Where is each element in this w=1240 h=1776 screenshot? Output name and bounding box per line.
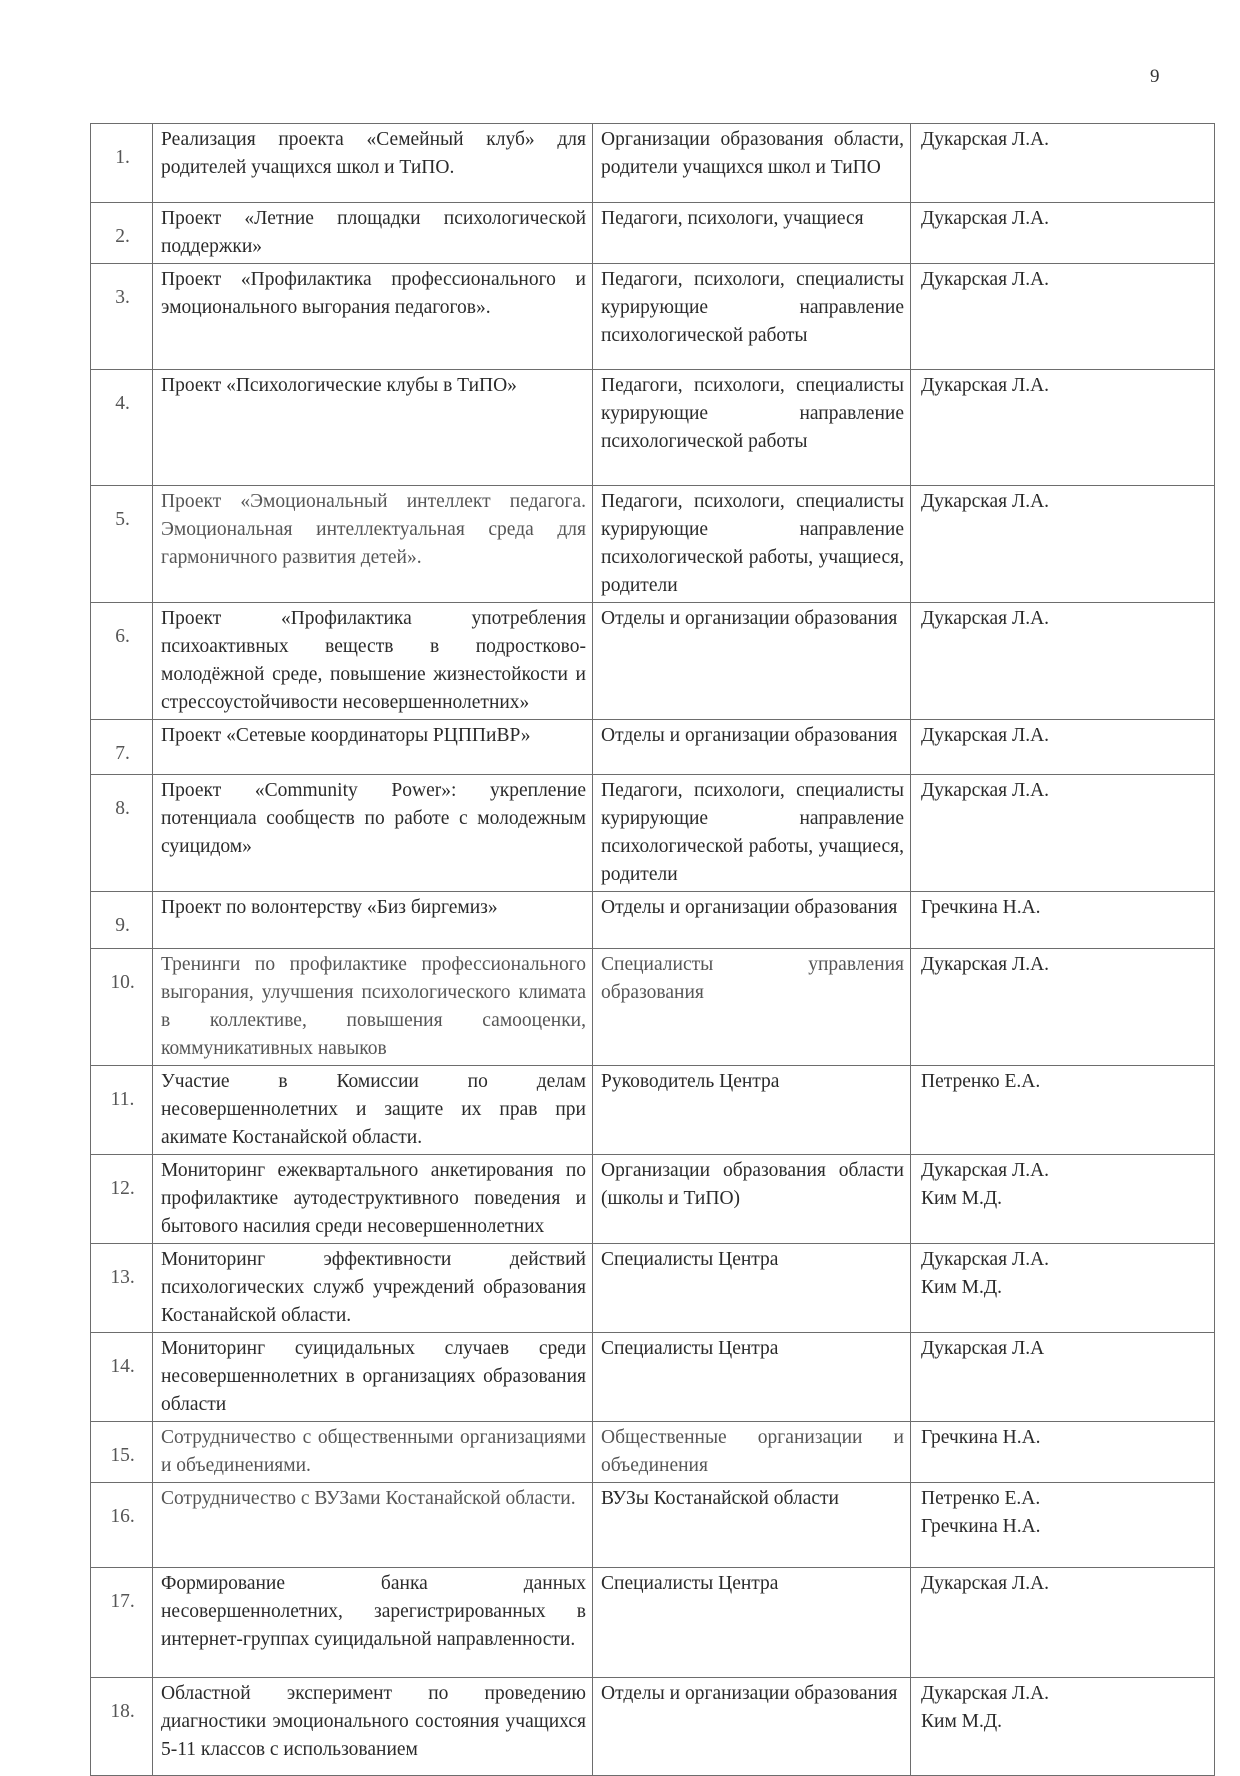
participants-cell: Педагоги, психологи, специалисты курирующие направление психологической работы — [593, 370, 911, 486]
row-number: 4. — [91, 370, 153, 486]
participants-cell: Специалисты Центра — [593, 1568, 911, 1678]
responsible-cell: Дукарская Л.А. — [911, 264, 1215, 370]
event-cell: Проект «Летние площадки психологической поддержки» — [153, 203, 593, 264]
responsible-cell: Петренко Е.А. — [911, 1066, 1215, 1155]
participants-cell: Организации образования области (школы и ТиПО) — [593, 1155, 911, 1244]
responsible-cell: Гречкина Н.А. — [911, 892, 1215, 949]
table-row — [91, 1678, 1215, 1776]
row-number: 3. — [91, 264, 153, 370]
event-cell: Проект по волонтерству «Биз биргемиз» — [153, 892, 593, 949]
event-cell: Проект «Community Power»: укрепление потенциала сообществ по работе с молодежным суицидом» — [153, 775, 593, 892]
responsible-cell: Дукарская Л.А. — [911, 203, 1215, 264]
participants-cell: Педагоги, психологи, специалисты курирующие направление психологической работы — [593, 264, 911, 370]
responsible-cell: Дукарская Л.А. — [911, 603, 1215, 720]
table-row — [91, 1422, 1215, 1483]
event-cell: Проект «Эмоциональный интеллект педагога. Эмоциональная интеллектуальная среда для гармоничного развития детей». — [153, 486, 593, 603]
participants-cell: Отделы и организации образования — [593, 603, 911, 720]
event-cell: Проект «Профилактика профессионального и эмоционального выгорания педагогов». — [153, 264, 593, 370]
plan-table — [90, 123, 1215, 1776]
participants-cell: Педагоги, психологи, специалисты курирующие направление психологической работы, учащиеся, родители — [593, 775, 911, 892]
table-row — [91, 1155, 1215, 1244]
table-row — [91, 892, 1215, 949]
participants-cell: Общественные организации и объединения — [593, 1422, 911, 1483]
event-cell: Тренинги по профилактике профессионального выгорания, улучшения психологического климата в коллективе, повышения самооценки, коммуникативных навыков — [153, 949, 593, 1066]
table-row — [91, 124, 1215, 203]
responsible-cell: Дукарская Л.А. — [911, 1568, 1215, 1678]
table-row — [91, 1483, 1215, 1568]
row-number: 10. — [91, 949, 153, 1066]
plan-table-body — [91, 124, 1215, 1776]
row-number: 1. — [91, 124, 153, 203]
responsible-cell: Дукарская Л.А. Ким М.Д. — [911, 1678, 1215, 1776]
responsible-cell: Дукарская Л.А. — [911, 720, 1215, 775]
responsible-cell: Гречкина Н.А. — [911, 1422, 1215, 1483]
table-row — [91, 949, 1215, 1066]
event-cell: Реализация проекта «Семейный клуб» для родителей учащихся школ и ТиПО. — [153, 124, 593, 203]
row-number: 17. — [91, 1568, 153, 1678]
participants-cell: Руководитель Центра — [593, 1066, 911, 1155]
participants-cell: ВУЗы Костанайской области — [593, 1483, 911, 1568]
responsible-cell: Дукарская Л.А. — [911, 775, 1215, 892]
participants-cell: Отделы и организации образования — [593, 720, 911, 775]
event-cell: Мониторинг эффективности действий психологических служб учреждений образования Костанайской области. — [153, 1244, 593, 1333]
page-number: 9 — [1150, 66, 1160, 87]
row-number: 2. — [91, 203, 153, 264]
event-cell: Участие в Комиссии по делам несовершеннолетних и защите их прав при акимате Костанайской области. — [153, 1066, 593, 1155]
table-row — [91, 486, 1215, 603]
responsible-cell: Дукарская Л.А. Ким М.Д. — [911, 1155, 1215, 1244]
participants-cell: Педагоги, психологи, специалисты курирующие направление психологической работы, учащиеся, родители — [593, 486, 911, 603]
event-cell: Формирование банка данных несовершеннолетних, зарегистрированных в интернет-группах суицидальной направленности. — [153, 1568, 593, 1678]
row-number: 18. — [91, 1678, 153, 1776]
row-number: 9. — [91, 892, 153, 949]
participants-cell: Специалисты управления образования — [593, 949, 911, 1066]
event-cell: Областной эксперимент по проведению диагностики эмоционального состояния учащихся 5-11 классов с использованием — [153, 1678, 593, 1776]
row-number: 11. — [91, 1066, 153, 1155]
table-row — [91, 720, 1215, 775]
row-number: 6. — [91, 603, 153, 720]
row-number: 8. — [91, 775, 153, 892]
participants-cell: Специалисты Центра — [593, 1333, 911, 1422]
table-row — [91, 370, 1215, 486]
row-number: 7. — [91, 720, 153, 775]
responsible-cell: Дукарская Л.А — [911, 1333, 1215, 1422]
event-cell: Проект «Психологические клубы в ТиПО» — [153, 370, 593, 486]
participants-cell: Отделы и организации образования — [593, 1678, 911, 1776]
table-row — [91, 264, 1215, 370]
responsible-cell: Дукарская Л.А. — [911, 370, 1215, 486]
table-row — [91, 603, 1215, 720]
responsible-cell: Дукарская Л.А. — [911, 486, 1215, 603]
row-number: 13. — [91, 1244, 153, 1333]
participants-cell: Организации образования области, родители учащихся школ и ТиПО — [593, 124, 911, 203]
table-row — [91, 1333, 1215, 1422]
table-row — [91, 1568, 1215, 1678]
participants-cell: Педагоги, психологи, учащиеся — [593, 203, 911, 264]
responsible-cell: Дукарская Л.А. — [911, 949, 1215, 1066]
responsible-cell: Дукарская Л.А. — [911, 124, 1215, 203]
row-number: 12. — [91, 1155, 153, 1244]
table-row — [91, 203, 1215, 264]
table-row — [91, 775, 1215, 892]
event-cell: Мониторинг суицидальных случаев среди несовершеннолетних в организациях образования области — [153, 1333, 593, 1422]
table-row — [91, 1244, 1215, 1333]
participants-cell: Специалисты Центра — [593, 1244, 911, 1333]
row-number: 14. — [91, 1333, 153, 1422]
event-cell: Проект «Сетевые координаторы РЦППиВР» — [153, 720, 593, 775]
table-row — [91, 1066, 1215, 1155]
participants-cell: Отделы и организации образования — [593, 892, 911, 949]
event-cell: Сотрудничество с ВУЗами Костанайской области. — [153, 1483, 593, 1568]
row-number: 16. — [91, 1483, 153, 1568]
event-cell: Сотрудничество с общественными организациями и объединениями. — [153, 1422, 593, 1483]
row-number: 5. — [91, 486, 153, 603]
responsible-cell: Дукарская Л.А. Ким М.Д. — [911, 1244, 1215, 1333]
event-cell: Проект «Профилактика употребления психоактивных веществ в подростково-молодёжной среде, повышение жизнестойкости и стрессоустойчивости несовершеннолетних» — [153, 603, 593, 720]
event-cell: Мониторинг ежеквартального анкетирования по профилактике аутодеструктивного поведения и бытового насилия среди несовершеннолетних — [153, 1155, 593, 1244]
row-number: 15. — [91, 1422, 153, 1483]
responsible-cell: Петренко Е.А. Гречкина Н.А. — [911, 1483, 1215, 1568]
